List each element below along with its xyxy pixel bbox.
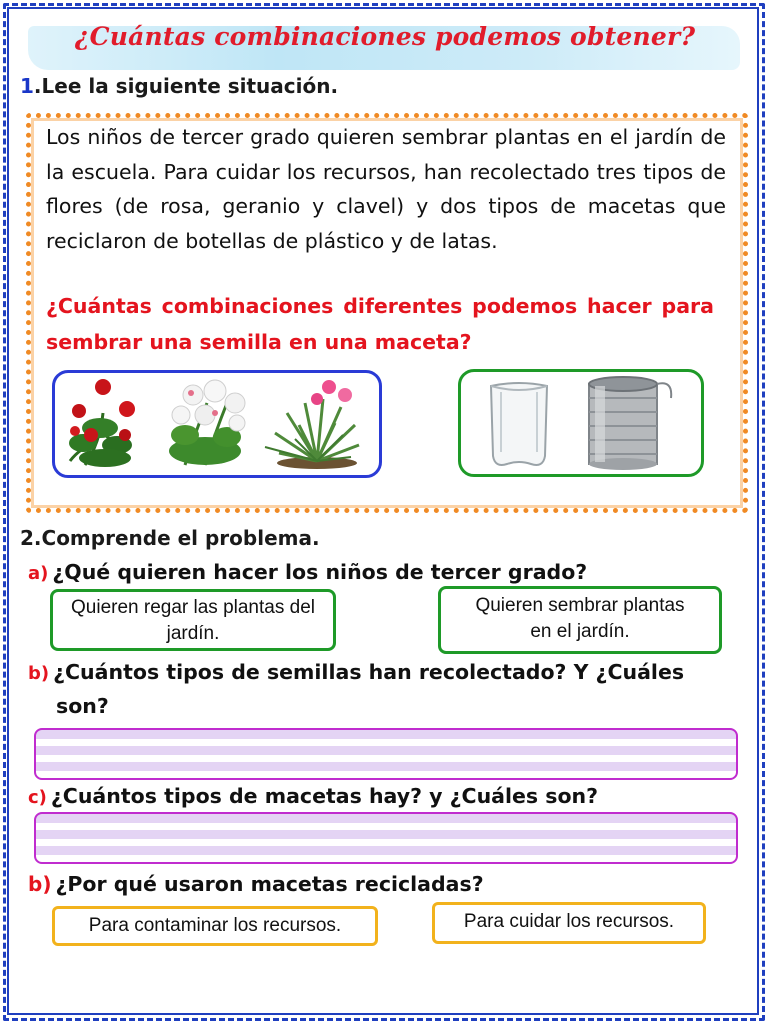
- pink-carnation-plant-icon: [265, 380, 359, 469]
- question-a-letter: a): [28, 563, 49, 584]
- question-d-letter: b): [28, 872, 52, 896]
- answer-d-option-1-text: Para contaminar los recursos.: [88, 915, 342, 936]
- question-b-letter: b): [28, 663, 50, 684]
- answer-a-option-1[interactable]: [50, 589, 336, 651]
- question-c-text: ¿Cuántos tipos de macetas hay? y ¿Cuáles son?: [50, 784, 599, 808]
- white-geranium-plant-icon: [169, 380, 245, 465]
- question-d: [28, 872, 484, 896]
- story-text: Los niños de tercer grado quieren sembrar plantas en el jardín de la escuela. Para cuidar los recursos, han recolectado tres tipos de flores (de rosa, geranio y clavel) y dos tipos de macetas que reciclaron de botellas de plástico y de latas.: [46, 125, 726, 253]
- section-1-heading: [20, 74, 338, 98]
- question-c: [28, 784, 598, 808]
- answer-d-option-2[interactable]: [432, 902, 706, 944]
- answer-b-writing-box[interactable]: [34, 728, 738, 780]
- story-question: ¿Cuántas combinaciones diferentes podemos hacer para sembrar una semilla en una maceta?: [46, 294, 714, 354]
- answer-a-option-2-text: Quieren sembrar plantas en el jardín.: [475, 595, 685, 642]
- pots-image-box: [458, 369, 704, 477]
- question-b-text: ¿Cuántos tipos de semillas han recolectado? Y ¿Cuáles: [53, 660, 685, 684]
- section-1-number: 1: [20, 74, 34, 98]
- question-b: [28, 660, 684, 684]
- answer-d-option-1[interactable]: [52, 906, 378, 946]
- flowers-image-box: [52, 370, 382, 478]
- red-rose-plant-icon: [69, 379, 135, 467]
- section-2-heading: 2.Comprende el problema.: [20, 526, 320, 550]
- question-a-text: ¿Qué quieren hacer los niños de tercer grado?: [52, 560, 588, 584]
- question-b-line-2: son?: [56, 694, 109, 718]
- answer-a-option-2[interactable]: [438, 586, 722, 654]
- answer-d-option-2-text: Para cuidar los recursos.: [463, 911, 675, 932]
- tin-can-pot-icon: [589, 377, 671, 470]
- question-a: [28, 560, 587, 584]
- section-1-heading-text: .Lee la siguiente situación.: [33, 74, 339, 98]
- plastic-bottle-pot-icon: [491, 383, 547, 465]
- question-c-letter: c): [28, 787, 47, 808]
- page-title: ¿Cuántas combinaciones podemos obtener?: [74, 22, 696, 51]
- question-d-text: ¿Por qué usaron macetas recicladas?: [55, 872, 484, 896]
- answer-c-writing-box[interactable]: [34, 812, 738, 864]
- answer-a-option-1-text: Quieren regar las plantas del jardín.: [71, 597, 315, 644]
